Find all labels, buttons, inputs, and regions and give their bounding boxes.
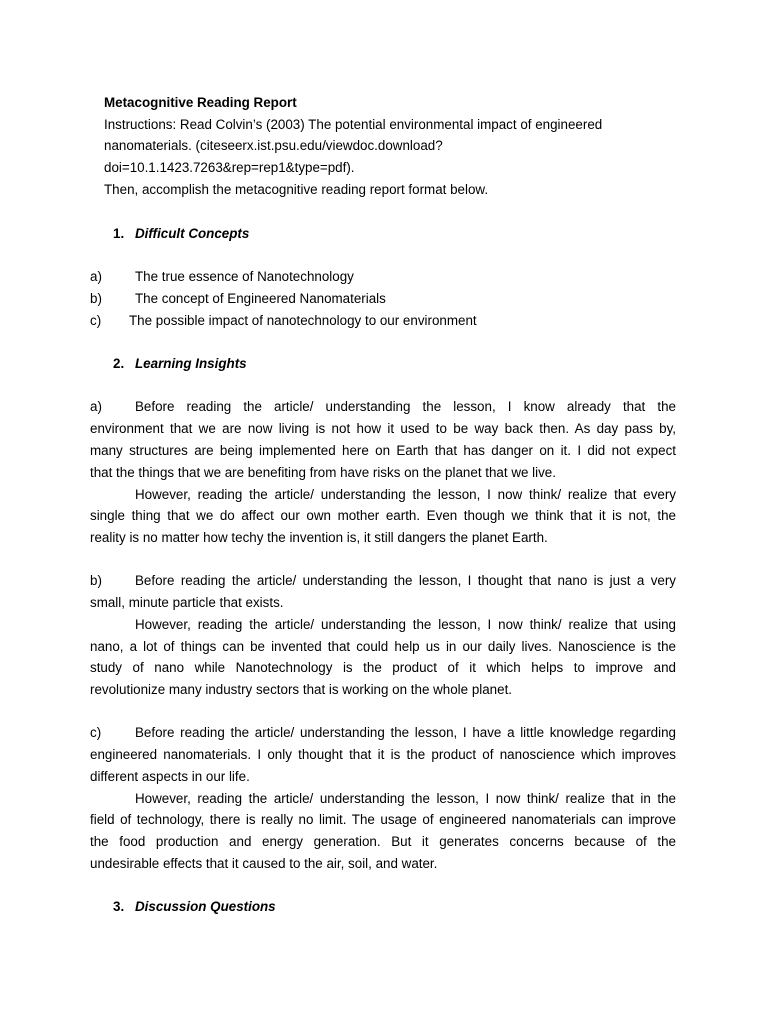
paragraph-line: many structures are being implemented here on Earth that has danger on it. I did not expect [90, 443, 676, 458]
paragraph-line: nano, a lot of things can be invented that could help us in our daily lives. Nanoscience is the [90, 639, 676, 654]
section-heading: Difficult Concepts [135, 226, 250, 241]
paragraph-line: field of technology, there is really no limit. The usage of engineered nanomaterials can improve [90, 812, 676, 827]
section-number: 2. [113, 356, 125, 371]
list-label: b) [90, 573, 102, 588]
paragraph-line: the food production and energy generation. But it generates concerns because of the [90, 834, 676, 849]
instructions-line: nanomaterials. (citeseerx.ist.psu.edu/viewdoc.download? [104, 138, 443, 153]
paragraph-line: reality is no matter how techy the invention is, it still dangers the planet Earth. [90, 530, 548, 545]
section-heading: Discussion Questions [135, 899, 276, 914]
list-label: a) [90, 269, 102, 284]
paragraph-line: undesirable effects that it caused to the air, soil, and water. [90, 856, 438, 871]
instructions-line: doi=10.1.1423.7263&rep=rep1&type=pdf). [104, 160, 355, 175]
section-number: 1. [113, 226, 125, 241]
paragraph-line: different aspects in our life. [90, 769, 250, 784]
paragraph-line: Before reading the article/ understanding the lesson, I know already that the [135, 399, 676, 414]
paragraph-line: engineered nanomaterials. I only thought that it is the product of nanoscience which improves [90, 747, 676, 762]
paragraph-line: environment that we are now living is not how it used to be way back then. As day pass by, [90, 421, 676, 436]
section-number: 3. [113, 899, 125, 914]
paragraph-line: revolutionize many industry sectors that is working on the whole planet. [90, 682, 513, 697]
paragraph-line: that the things that we are benefiting from have risks on the planet that we live. [90, 465, 556, 480]
list-item: The concept of Engineered Nanomaterials [135, 291, 386, 306]
list-label: c) [90, 725, 102, 740]
paragraph-line: study of nano while Nanotechnology is the product of it which helps to improve and [90, 660, 676, 675]
list-item: The true essence of Nanotechnology [135, 269, 354, 284]
list-label: b) [90, 291, 102, 306]
instructions-line: Instructions: Read Colvin’s (2003) The potential environmental impact of engineered [104, 117, 603, 132]
list-item: The possible impact of nanotechnology to our environment [129, 313, 477, 328]
list-label: a) [90, 399, 102, 414]
section-heading: Learning Insights [135, 356, 247, 371]
paragraph-line: Before reading the article/ understanding the lesson, I have a little knowledge regarding [135, 725, 676, 740]
paragraph-line: single thing that we do affect our own mother earth. Even though we think that it is not, the [90, 508, 676, 523]
paragraph-line: However, reading the article/ understanding the lesson, I now think/ realize that every [135, 487, 676, 502]
paragraph-line: Before reading the article/ understanding the lesson, I thought that nano is just a very [135, 573, 676, 588]
report-title: Metacognitive Reading Report [104, 95, 297, 110]
instructions-line: Then, accomplish the metacognitive reading report format below. [104, 182, 489, 197]
paragraph-line: small, minute particle that exists. [90, 595, 284, 610]
paragraph-line: However, reading the article/ understanding the lesson, I now think/ realize that using [135, 617, 676, 632]
paragraph-line: However, reading the article/ understanding the lesson, I now think/ realize that in the [135, 791, 676, 806]
list-label: c) [90, 313, 102, 328]
